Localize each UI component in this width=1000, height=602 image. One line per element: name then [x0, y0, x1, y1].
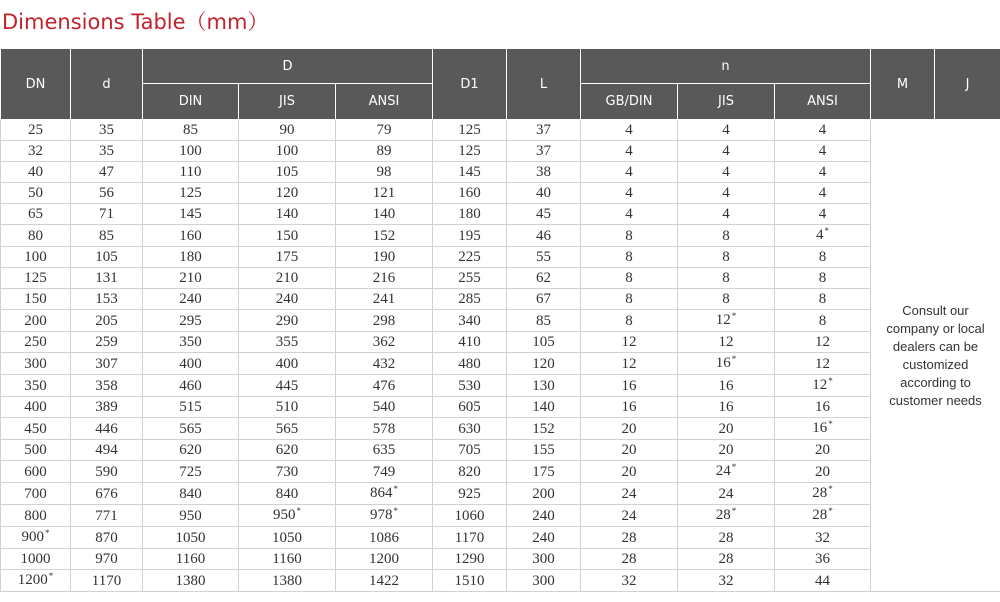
- cell-din: 85: [143, 120, 239, 141]
- cell-jis: 150: [239, 225, 336, 247]
- cell-n-jis: 28: [678, 527, 775, 549]
- table-row: [1, 225, 1000, 247]
- cell-dn: 80: [1, 225, 71, 247]
- cell-n-ansi: 20: [775, 440, 871, 461]
- cell-n-jis: 24: [678, 483, 775, 505]
- cell-l: 38: [507, 162, 581, 183]
- cell-d: 131: [71, 268, 143, 289]
- cell-ansi: 241: [336, 289, 433, 310]
- cell-l: 130: [507, 375, 581, 397]
- table-row: [1, 483, 1000, 505]
- cell-dn: 100: [1, 247, 71, 268]
- cell-n-ansi: 4: [775, 183, 871, 204]
- cell-l: 175: [507, 461, 581, 483]
- cell-d: 676: [71, 483, 143, 505]
- cell-l: 120: [507, 353, 581, 375]
- cell-gbdin: 16: [581, 375, 678, 397]
- cell-gbdin: 4: [581, 141, 678, 162]
- asterisk-mark: *: [731, 462, 737, 472]
- cell-d: 494: [71, 440, 143, 461]
- cell-d1: 1290: [433, 549, 507, 570]
- cell-gbdin: 8: [581, 225, 678, 247]
- cell-l: 55: [507, 247, 581, 268]
- cell-d1: 160: [433, 183, 507, 204]
- cell-gbdin: 8: [581, 268, 678, 289]
- cell-l: 37: [507, 141, 581, 162]
- header-D: D: [143, 49, 433, 84]
- cell-din: 125: [143, 183, 239, 204]
- cell-ansi: 1086: [336, 527, 433, 549]
- cell-din: 400: [143, 353, 239, 375]
- cell-l: 200: [507, 483, 581, 505]
- header-d1: D1: [433, 49, 507, 120]
- cell-d1: 180: [433, 204, 507, 225]
- table-row: [1, 461, 1000, 483]
- cell-ansi: 749: [336, 461, 433, 483]
- cell-gbdin: 8: [581, 289, 678, 310]
- cell-jis: 120: [239, 183, 336, 204]
- cell-d1: 285: [433, 289, 507, 310]
- cell-n-ansi: 16: [775, 397, 871, 418]
- cell-din: 210: [143, 268, 239, 289]
- cell-din: 620: [143, 440, 239, 461]
- cell-d1: 530: [433, 375, 507, 397]
- cell-d1: 145: [433, 162, 507, 183]
- table-row: [1, 141, 1000, 162]
- cell-dn: 1000: [1, 549, 71, 570]
- cell-jis: 730: [239, 461, 336, 483]
- cell-n-ansi: 32: [775, 527, 871, 549]
- header-j: J: [935, 49, 1000, 120]
- cell-d1: 705: [433, 440, 507, 461]
- cell-n-jis: 24*: [678, 461, 775, 483]
- header-d: d: [71, 49, 143, 120]
- cell-d1: 1510: [433, 570, 507, 592]
- cell-jis: 140: [239, 204, 336, 225]
- cell-d: 358: [71, 375, 143, 397]
- table-row: [1, 204, 1000, 225]
- cell-l: 40: [507, 183, 581, 204]
- table-row: [1, 527, 1000, 549]
- cell-jis: 210: [239, 268, 336, 289]
- cell-din: 1380: [143, 570, 239, 592]
- cell-n-jis: 8: [678, 268, 775, 289]
- cell-n-jis: 4: [678, 120, 775, 141]
- table-row: [1, 162, 1000, 183]
- header-din: DIN: [143, 84, 239, 120]
- cell-dn: 150: [1, 289, 71, 310]
- cell-n-jis: 8: [678, 225, 775, 247]
- cell-din: 840: [143, 483, 239, 505]
- cell-n-jis: 12*: [678, 310, 775, 332]
- cell-ansi: 298: [336, 310, 433, 332]
- cell-din: 1050: [143, 527, 239, 549]
- cell-ansi: 190: [336, 247, 433, 268]
- cell-d1: 630: [433, 418, 507, 440]
- cell-dn: 40: [1, 162, 71, 183]
- cell-gbdin: 28: [581, 527, 678, 549]
- cell-jis: 175: [239, 247, 336, 268]
- cell-n-jis: 16: [678, 375, 775, 397]
- page-title: Dimensions Table（mm）: [2, 10, 269, 34]
- cell-l: 300: [507, 570, 581, 592]
- cell-d: 153: [71, 289, 143, 310]
- cell-l: 62: [507, 268, 581, 289]
- header-ansi: ANSI: [336, 84, 433, 120]
- cell-ansi: 121: [336, 183, 433, 204]
- cell-dn: 600: [1, 461, 71, 483]
- cell-d1: 195: [433, 225, 507, 247]
- cell-n-jis: 4: [678, 162, 775, 183]
- cell-d1: 225: [433, 247, 507, 268]
- cell-d1: 480: [433, 353, 507, 375]
- cell-din: 1160: [143, 549, 239, 570]
- cell-gbdin: 4: [581, 183, 678, 204]
- header-l: L: [507, 49, 581, 120]
- cell-jis: 290: [239, 310, 336, 332]
- cell-jis: 100: [239, 141, 336, 162]
- cell-d: 771: [71, 505, 143, 527]
- table-row: [1, 375, 1000, 397]
- cell-d: 47: [71, 162, 143, 183]
- cell-d1: 125: [433, 120, 507, 141]
- cell-gbdin: 24: [581, 505, 678, 527]
- cell-dn: 1200*: [1, 570, 71, 592]
- cell-l: 67: [507, 289, 581, 310]
- cell-ansi: 1200: [336, 549, 433, 570]
- cell-n-ansi: 44: [775, 570, 871, 592]
- cell-n-jis: 4: [678, 141, 775, 162]
- cell-n-ansi: 28*: [775, 483, 871, 505]
- cell-gbdin: 20: [581, 440, 678, 461]
- cell-d: 71: [71, 204, 143, 225]
- cell-l: 240: [507, 505, 581, 527]
- cell-din: 515: [143, 397, 239, 418]
- cell-l: 85: [507, 310, 581, 332]
- cell-gbdin: 12: [581, 353, 678, 375]
- cell-d: 35: [71, 120, 143, 141]
- asterisk-mark: *: [296, 506, 301, 516]
- table-row: [1, 549, 1000, 570]
- table-row: [1, 120, 1000, 141]
- cell-n-jis: 16*: [678, 353, 775, 375]
- cell-gbdin: 8: [581, 247, 678, 268]
- cell-d1: 605: [433, 397, 507, 418]
- cell-dn: 200: [1, 310, 71, 332]
- cell-n-ansi: 20: [775, 461, 871, 483]
- cell-d1: 820: [433, 461, 507, 483]
- cell-din: 180: [143, 247, 239, 268]
- cell-d: 56: [71, 183, 143, 204]
- cell-n-jis: 8: [678, 289, 775, 310]
- cell-ansi: 216: [336, 268, 433, 289]
- cell-ansi: 578: [336, 418, 433, 440]
- cell-l: 45: [507, 204, 581, 225]
- cell-gbdin: 16: [581, 397, 678, 418]
- cell-jis: 240: [239, 289, 336, 310]
- customization-note: Consult our company or local dealers can be customized according to customer needs: [871, 120, 1000, 592]
- dimensions-table: [0, 48, 1000, 592]
- asterisk-mark: *: [828, 506, 833, 516]
- cell-n-jis: 20: [678, 418, 775, 440]
- cell-n-jis: 20: [678, 440, 775, 461]
- cell-din: 100: [143, 141, 239, 162]
- cell-din: 295: [143, 310, 239, 332]
- cell-ansi: 140: [336, 204, 433, 225]
- cell-ansi: 864*: [336, 483, 433, 505]
- table-row: [1, 418, 1000, 440]
- cell-l: 105: [507, 332, 581, 353]
- asterisk-mark: *: [48, 571, 54, 581]
- cell-d1: 1060: [433, 505, 507, 527]
- cell-d: 970: [71, 549, 143, 570]
- asterisk-mark: *: [828, 484, 833, 494]
- cell-n-ansi: 12*: [775, 375, 871, 397]
- table-body: [1, 120, 1000, 592]
- asterisk-mark: *: [731, 311, 737, 321]
- cell-ansi: 89: [336, 141, 433, 162]
- header-n: n: [581, 49, 871, 84]
- cell-ansi: 540: [336, 397, 433, 418]
- cell-l: 152: [507, 418, 581, 440]
- asterisk-mark: *: [731, 506, 737, 516]
- cell-dn: 50: [1, 183, 71, 204]
- cell-n-ansi: 4: [775, 204, 871, 225]
- header-n-jis: JIS: [678, 84, 775, 120]
- cell-dn: 25: [1, 120, 71, 141]
- cell-d: 307: [71, 353, 143, 375]
- cell-dn: 65: [1, 204, 71, 225]
- cell-ansi: 1422: [336, 570, 433, 592]
- cell-l: 300: [507, 549, 581, 570]
- table-row: [1, 505, 1000, 527]
- cell-l: 37: [507, 120, 581, 141]
- table-row: [1, 440, 1000, 461]
- cell-din: 460: [143, 375, 239, 397]
- cell-dn: 125: [1, 268, 71, 289]
- cell-jis: 510: [239, 397, 336, 418]
- cell-n-ansi: 8: [775, 247, 871, 268]
- table-row: [1, 268, 1000, 289]
- asterisk-mark: *: [393, 484, 398, 494]
- asterisk-mark: *: [828, 376, 833, 386]
- cell-n-jis: 12: [678, 332, 775, 353]
- cell-din: 160: [143, 225, 239, 247]
- cell-dn: 500: [1, 440, 71, 461]
- header-n-ansi: ANSI: [775, 84, 871, 120]
- asterisk-mark: *: [824, 226, 829, 236]
- cell-gbdin: 32: [581, 570, 678, 592]
- cell-jis: 620: [239, 440, 336, 461]
- asterisk-mark: *: [393, 506, 398, 516]
- cell-n-ansi: 8: [775, 289, 871, 310]
- cell-dn: 32: [1, 141, 71, 162]
- cell-d: 35: [71, 141, 143, 162]
- cell-n-ansi: 12: [775, 353, 871, 375]
- asterisk-mark: *: [731, 354, 737, 364]
- cell-ansi: 79: [336, 120, 433, 141]
- cell-n-jis: 4: [678, 204, 775, 225]
- cell-ansi: 362: [336, 332, 433, 353]
- cell-din: 950: [143, 505, 239, 527]
- cell-dn: 700: [1, 483, 71, 505]
- cell-d: 590: [71, 461, 143, 483]
- cell-jis: 1380: [239, 570, 336, 592]
- cell-d: 259: [71, 332, 143, 353]
- table-row: [1, 397, 1000, 418]
- cell-din: 145: [143, 204, 239, 225]
- cell-d: 105: [71, 247, 143, 268]
- cell-dn: 350: [1, 375, 71, 397]
- header-m: M: [871, 49, 935, 120]
- table-row: [1, 570, 1000, 592]
- cell-d1: 410: [433, 332, 507, 353]
- table-row: [1, 332, 1000, 353]
- cell-dn: 250: [1, 332, 71, 353]
- cell-gbdin: 20: [581, 461, 678, 483]
- cell-dn: 300: [1, 353, 71, 375]
- cell-jis: 90: [239, 120, 336, 141]
- cell-n-ansi: 4: [775, 120, 871, 141]
- table-row: [1, 289, 1000, 310]
- cell-l: 155: [507, 440, 581, 461]
- cell-n-jis: 28*: [678, 505, 775, 527]
- cell-jis: 840: [239, 483, 336, 505]
- cell-n-ansi: 4*: [775, 225, 871, 247]
- cell-d: 446: [71, 418, 143, 440]
- cell-d: 1170: [71, 570, 143, 592]
- cell-dn: 800: [1, 505, 71, 527]
- cell-dn: 400: [1, 397, 71, 418]
- cell-jis: 1050: [239, 527, 336, 549]
- cell-d: 389: [71, 397, 143, 418]
- cell-n-jis: 8: [678, 247, 775, 268]
- cell-n-ansi: 8: [775, 310, 871, 332]
- cell-d: 870: [71, 527, 143, 549]
- cell-gbdin: 24: [581, 483, 678, 505]
- cell-jis: 400: [239, 353, 336, 375]
- cell-l: 140: [507, 397, 581, 418]
- cell-gbdin: 28: [581, 549, 678, 570]
- header-dn: DN: [1, 49, 71, 120]
- cell-din: 240: [143, 289, 239, 310]
- cell-gbdin: 4: [581, 162, 678, 183]
- cell-n-jis: 28: [678, 549, 775, 570]
- cell-gbdin: 20: [581, 418, 678, 440]
- cell-n-jis: 16: [678, 397, 775, 418]
- cell-din: 350: [143, 332, 239, 353]
- cell-d1: 255: [433, 268, 507, 289]
- cell-n-jis: 32: [678, 570, 775, 592]
- cell-ansi: 432: [336, 353, 433, 375]
- cell-jis: 355: [239, 332, 336, 353]
- cell-d1: 1170: [433, 527, 507, 549]
- cell-ansi: 98: [336, 162, 433, 183]
- cell-din: 565: [143, 418, 239, 440]
- asterisk-mark: *: [828, 419, 833, 429]
- cell-n-ansi: 8: [775, 268, 871, 289]
- cell-dn: 450: [1, 418, 71, 440]
- table-row: [1, 310, 1000, 332]
- asterisk-mark: *: [45, 528, 50, 538]
- cell-din: 725: [143, 461, 239, 483]
- table-row: [1, 247, 1000, 268]
- cell-jis: 950*: [239, 505, 336, 527]
- header-gbdin: GB/DIN: [581, 84, 678, 120]
- table-row: [1, 183, 1000, 204]
- cell-ansi: 635: [336, 440, 433, 461]
- cell-n-ansi: 4: [775, 162, 871, 183]
- header-jis: JIS: [239, 84, 336, 120]
- cell-ansi: 978*: [336, 505, 433, 527]
- cell-jis: 1160: [239, 549, 336, 570]
- cell-d: 85: [71, 225, 143, 247]
- cell-d1: 125: [433, 141, 507, 162]
- cell-din: 110: [143, 162, 239, 183]
- cell-gbdin: 4: [581, 120, 678, 141]
- cell-dn: 900*: [1, 527, 71, 549]
- cell-n-ansi: 4: [775, 141, 871, 162]
- cell-jis: 445: [239, 375, 336, 397]
- cell-d: 205: [71, 310, 143, 332]
- table-row: [1, 353, 1000, 375]
- cell-n-ansi: 12: [775, 332, 871, 353]
- cell-l: 240: [507, 527, 581, 549]
- cell-n-ansi: 16*: [775, 418, 871, 440]
- cell-jis: 565: [239, 418, 336, 440]
- cell-l: 46: [507, 225, 581, 247]
- cell-n-ansi: 36: [775, 549, 871, 570]
- cell-n-ansi: 28*: [775, 505, 871, 527]
- cell-gbdin: 4: [581, 204, 678, 225]
- cell-gbdin: 8: [581, 310, 678, 332]
- cell-d1: 340: [433, 310, 507, 332]
- cell-ansi: 476: [336, 375, 433, 397]
- cell-n-jis: 4: [678, 183, 775, 204]
- cell-ansi: 152: [336, 225, 433, 247]
- cell-gbdin: 12: [581, 332, 678, 353]
- cell-d1: 925: [433, 483, 507, 505]
- cell-jis: 105: [239, 162, 336, 183]
